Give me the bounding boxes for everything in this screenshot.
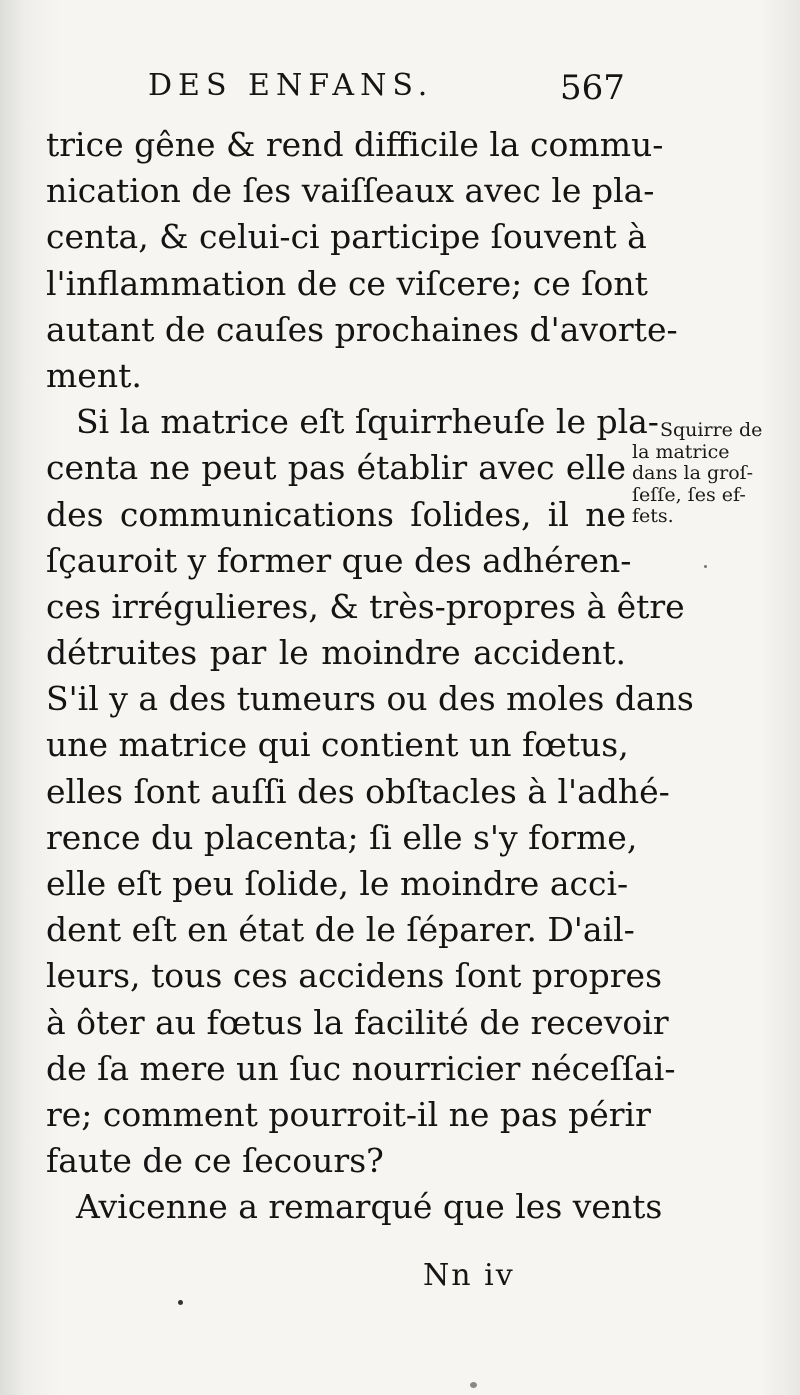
marginal-line: dans la groſ- xyxy=(632,462,754,484)
text-line: elle eſt peu ſolide, le moindre acci- xyxy=(46,864,629,903)
ink-speck xyxy=(178,1300,183,1305)
text-line: centa ne peut pas établir avec elle xyxy=(46,448,626,488)
page-number: 567 xyxy=(560,68,625,108)
text-line: dent eſt en état de le ſéparer. D'ail- xyxy=(46,910,635,950)
text-line: centa, & celui-ci participe ſouvent à xyxy=(46,217,647,257)
marginal-line: la matrice xyxy=(632,440,730,463)
text-line: elles ſont auſſi des obſtacles à l'adhé- xyxy=(46,771,670,811)
text-line: à ôter au fœtus la facilité de recevoir xyxy=(46,1002,669,1042)
text-line: ces irrégulieres, & très-propres à être xyxy=(46,586,685,626)
text-line: S'il y a des tumeurs ou des moles dans xyxy=(46,679,694,719)
text-line: des communications ſolides, il ne xyxy=(46,494,626,534)
marginal-note xyxy=(632,420,792,528)
text-line: une matrice qui contient un fœtus, xyxy=(46,725,629,765)
text-line: rence du placenta; ſi elle s'y forme, xyxy=(46,817,638,857)
marginal-line: ſeſſe, ſes ef- xyxy=(632,483,746,506)
text-line: détruites par le moindre accident. xyxy=(46,633,626,673)
text-line: faute de ce ſecours? xyxy=(46,1141,384,1181)
text-line: Si la matrice eſt ſquirrheuſe le pla- xyxy=(76,402,659,442)
ink-speck xyxy=(704,565,707,568)
text-line: re; comment pourroit-il ne pas périr xyxy=(46,1094,651,1134)
text-line: ſçauroit y former que des adhéren- xyxy=(46,540,632,580)
text-line: nication de ſes vaiſſeaux avec le pla- xyxy=(46,171,655,211)
text-line: autant de cauſes prochaines d'avorte- xyxy=(46,309,678,349)
marginal-line: fets. xyxy=(632,505,674,527)
text-line: de ſa mere un ſuc nourricier néceſſai- xyxy=(46,1048,676,1088)
text-line: Avicenne a remarqué que les vents xyxy=(76,1187,663,1227)
running-head: DES ENFANS. xyxy=(148,68,434,103)
text-line: l'inflammation de ce viſcere; ce ſont xyxy=(46,263,648,303)
signature-mark: Nn iv xyxy=(423,1258,515,1293)
ink-speck xyxy=(470,1382,477,1388)
text-line: ment. xyxy=(46,355,142,395)
text-line: trice gêne & rend difficile la commu- xyxy=(46,125,664,164)
text-line: leurs, tous ces accidens ſont propres xyxy=(46,956,663,996)
marginal-line: Squirre de xyxy=(660,419,763,441)
page-header xyxy=(148,68,628,112)
